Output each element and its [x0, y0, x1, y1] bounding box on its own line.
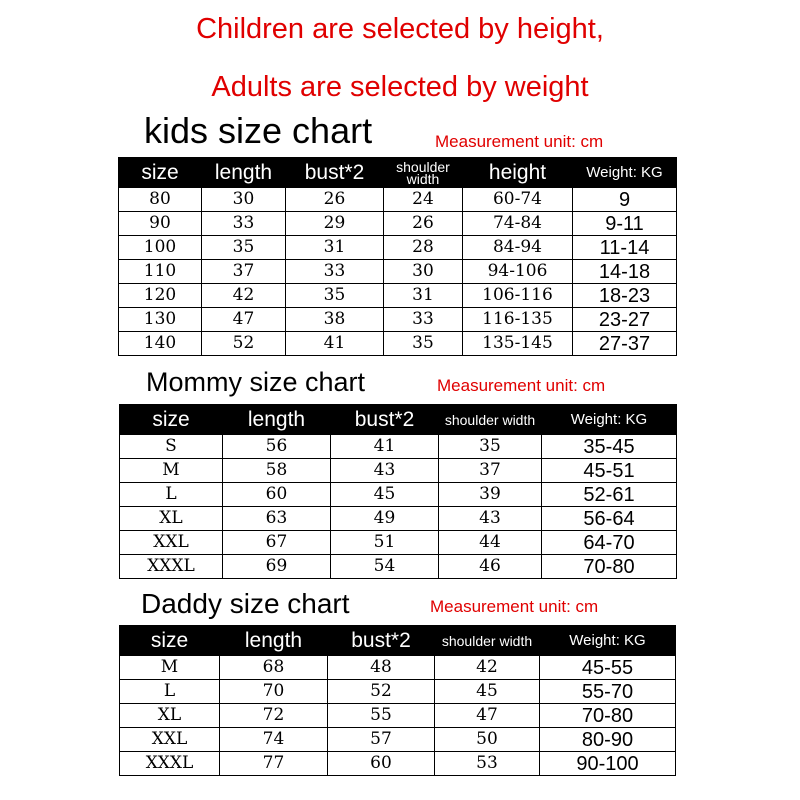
- cell-length: 60: [223, 483, 331, 507]
- cell-weight: 90-100: [540, 752, 676, 776]
- cell-bust: 52: [328, 680, 435, 704]
- kids-measurement-unit: Measurement unit: cm: [435, 132, 604, 151]
- cell-shoulder-width: 47: [435, 704, 540, 728]
- col-header-size: size: [119, 158, 202, 188]
- cell-length: 70: [220, 680, 328, 704]
- table-row: [119, 236, 677, 260]
- cell-weight: 35-45: [542, 435, 677, 459]
- cell-height: 135-145: [463, 332, 573, 356]
- cell-weight: 56-64: [542, 507, 677, 531]
- cell-shoulder-width: 46: [439, 555, 542, 579]
- cell-shoulder-width: 30: [384, 260, 463, 284]
- cell-weight: 18-23: [573, 284, 677, 308]
- col-header-shoulder-width: shoulder width: [439, 405, 542, 435]
- cell-bust: 38: [286, 308, 384, 332]
- cell-shoulder-width: 28: [384, 236, 463, 260]
- cell-weight: 27-37: [573, 332, 677, 356]
- cell-length: 30: [202, 188, 286, 212]
- cell-weight: 45-55: [540, 656, 676, 680]
- cell-shoulder-width: 37: [439, 459, 542, 483]
- cell-shoulder-width: 44: [439, 531, 542, 555]
- table-row: [120, 459, 677, 483]
- cell-bust: 35: [286, 284, 384, 308]
- cell-bust: 29: [286, 212, 384, 236]
- col-header-size: size: [120, 626, 220, 656]
- kids-size-table: [118, 157, 677, 356]
- cell-weight: 64-70: [542, 531, 677, 555]
- cell-length: 58: [223, 459, 331, 483]
- cell-weight: 14-18: [573, 260, 677, 284]
- cell-size: L: [120, 680, 220, 704]
- mommy-chart-title: Mommy size chart: [146, 367, 366, 397]
- cell-size: 110: [119, 260, 202, 284]
- cell-bust: 26: [286, 188, 384, 212]
- cell-size: 90: [119, 212, 202, 236]
- cell-shoulder-width: 45: [435, 680, 540, 704]
- cell-height: 106-116: [463, 284, 573, 308]
- table-row: [120, 728, 676, 752]
- col-header-shoulder-width: shoulder width: [384, 158, 463, 188]
- col-header-bust: bust*2: [286, 158, 384, 188]
- cell-length: 77: [220, 752, 328, 776]
- daddy-measurement-unit: Measurement unit: cm: [430, 597, 599, 616]
- daddy-chart-title: Daddy size chart: [141, 588, 350, 619]
- col-header-length: length: [202, 158, 286, 188]
- cell-bust: 33: [286, 260, 384, 284]
- cell-bust: 48: [328, 656, 435, 680]
- cell-bust: 55: [328, 704, 435, 728]
- mommy-size-table: [119, 404, 677, 579]
- cell-size: S: [120, 435, 223, 459]
- cell-weight: 70-80: [542, 555, 677, 579]
- cell-size: 100: [119, 236, 202, 260]
- cell-length: 37: [202, 260, 286, 284]
- cell-length: 74: [220, 728, 328, 752]
- cell-shoulder-width: 33: [384, 308, 463, 332]
- cell-length: 35: [202, 236, 286, 260]
- cell-shoulder-width: 35: [439, 435, 542, 459]
- table-row: [120, 704, 676, 728]
- col-header-weight: Weight: KG: [540, 626, 676, 656]
- cell-height: 116-135: [463, 308, 573, 332]
- cell-size: XXXL: [120, 555, 223, 579]
- col-header-length: length: [220, 626, 328, 656]
- cell-height: 74-84: [463, 212, 573, 236]
- cell-length: 63: [223, 507, 331, 531]
- table-row: [120, 483, 677, 507]
- cell-shoulder-width: 43: [439, 507, 542, 531]
- cell-bust: 31: [286, 236, 384, 260]
- cell-shoulder-width: 24: [384, 188, 463, 212]
- table-row: [119, 332, 677, 356]
- cell-bust: 57: [328, 728, 435, 752]
- cell-size: 130: [119, 308, 202, 332]
- daddy-size-table: [119, 625, 676, 776]
- cell-weight: 9: [573, 188, 677, 212]
- cell-bust: 60: [328, 752, 435, 776]
- col-header-shoulder-width: shoulder width: [435, 626, 540, 656]
- cell-shoulder-width: 26: [384, 212, 463, 236]
- mommy-measurement-unit: Measurement unit: cm: [437, 376, 606, 395]
- cell-length: 42: [202, 284, 286, 308]
- cell-shoulder-width: 50: [435, 728, 540, 752]
- cell-weight: 23-27: [573, 308, 677, 332]
- col-header-weight: Weight: KG: [542, 405, 677, 435]
- cell-length: 56: [223, 435, 331, 459]
- cell-bust: 45: [331, 483, 439, 507]
- cell-length: 33: [202, 212, 286, 236]
- cell-shoulder-width: 39: [439, 483, 542, 507]
- table-header-row: [119, 158, 677, 188]
- table-row: [120, 435, 677, 459]
- col-header-size: size: [120, 405, 223, 435]
- cell-weight: 70-80: [540, 704, 676, 728]
- cell-size: M: [120, 459, 223, 483]
- cell-shoulder-width: 35: [384, 332, 463, 356]
- headline-adults: Adults are selected by weight: [211, 71, 589, 103]
- table-row: [120, 531, 677, 555]
- cell-size: 140: [119, 332, 202, 356]
- col-header-bust: bust*2: [331, 405, 439, 435]
- cell-weight: 45-51: [542, 459, 677, 483]
- headline-children: Children are selected by height,: [196, 13, 604, 45]
- table-row: [120, 680, 676, 704]
- cell-bust: 51: [331, 531, 439, 555]
- cell-shoulder-width: 53: [435, 752, 540, 776]
- table-row: [119, 284, 677, 308]
- cell-length: 68: [220, 656, 328, 680]
- cell-bust: 49: [331, 507, 439, 531]
- table-header-row: [120, 405, 677, 435]
- table-row: [120, 656, 676, 680]
- cell-size: 120: [119, 284, 202, 308]
- table-row: [120, 752, 676, 776]
- col-header-length: length: [223, 405, 331, 435]
- cell-length: 47: [202, 308, 286, 332]
- cell-length: 69: [223, 555, 331, 579]
- cell-size: XXL: [120, 531, 223, 555]
- cell-size: XL: [120, 704, 220, 728]
- cell-size: XL: [120, 507, 223, 531]
- cell-length: 67: [223, 531, 331, 555]
- cell-bust: 43: [331, 459, 439, 483]
- cell-bust: 54: [331, 555, 439, 579]
- table-header-row: [120, 626, 676, 656]
- cell-length: 72: [220, 704, 328, 728]
- cell-size: L: [120, 483, 223, 507]
- cell-shoulder-width: 31: [384, 284, 463, 308]
- cell-size: 80: [119, 188, 202, 212]
- table-row: [119, 188, 677, 212]
- cell-length: 52: [202, 332, 286, 356]
- cell-weight: 9-11: [573, 212, 677, 236]
- cell-size: M: [120, 656, 220, 680]
- cell-bust: 41: [331, 435, 439, 459]
- cell-height: 94-106: [463, 260, 573, 284]
- cell-size: XXXL: [120, 752, 220, 776]
- cell-bust: 41: [286, 332, 384, 356]
- cell-height: 84-94: [463, 236, 573, 260]
- col-header-height: height: [463, 158, 573, 188]
- cell-weight: 11-14: [573, 236, 677, 260]
- table-row: [119, 260, 677, 284]
- cell-height: 60-74: [463, 188, 573, 212]
- table-row: [120, 555, 677, 579]
- table-row: [120, 507, 677, 531]
- cell-shoulder-width: 42: [435, 656, 540, 680]
- cell-weight: 55-70: [540, 680, 676, 704]
- cell-weight: 52-61: [542, 483, 677, 507]
- kids-chart-title: kids size chart: [144, 110, 373, 151]
- table-row: [119, 212, 677, 236]
- table-row: [119, 308, 677, 332]
- col-header-weight: Weight: KG: [573, 158, 677, 188]
- col-header-bust: bust*2: [328, 626, 435, 656]
- cell-weight: 80-90: [540, 728, 676, 752]
- cell-size: XXL: [120, 728, 220, 752]
